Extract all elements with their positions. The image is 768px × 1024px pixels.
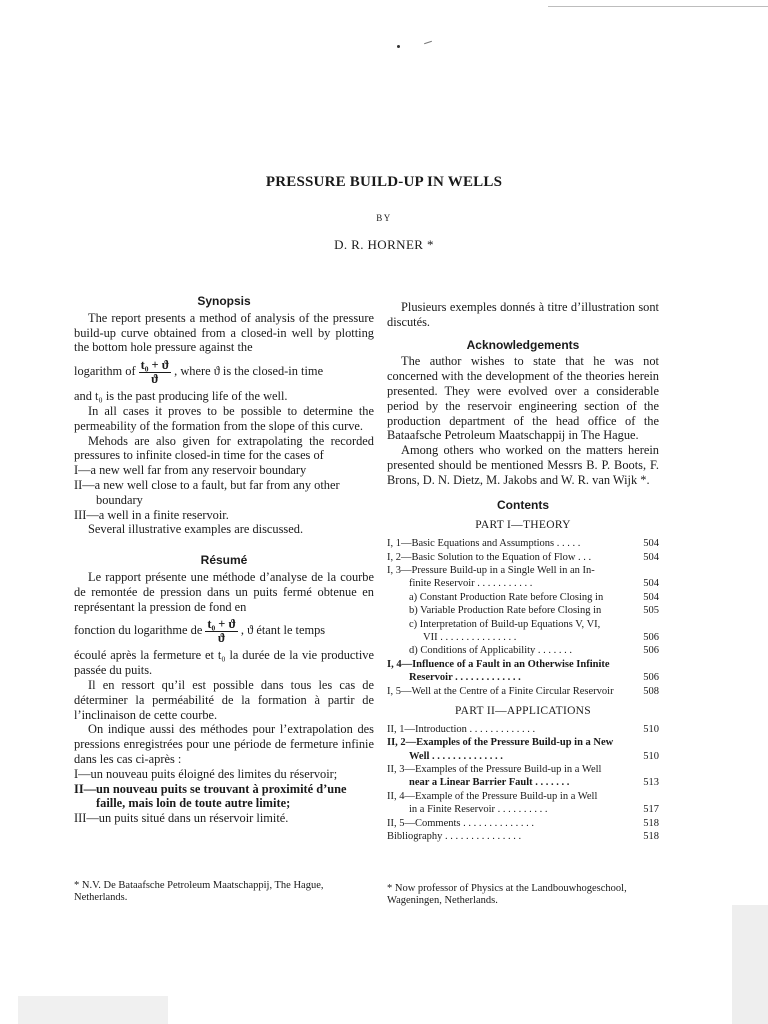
acknowledgements-paragraph-1: The author wishes to state that he was not concerned with the development of the theories herein presented. They were evolved over a considerable period by the reservoir engineering section of the production department of the head office of the Bataafsche Petroleum Maatschappij in The Hague. — [387, 354, 659, 443]
toc-entry — [387, 537, 659, 550]
toc-page: 504 — [643, 578, 659, 590]
synopsis-case-3: III—a well in a finite reservoir. — [74, 507, 229, 522]
toc-page: 504 — [643, 551, 659, 563]
toc-entry — [387, 830, 659, 843]
toc-page: 505 — [643, 605, 659, 617]
toc-page: 506 — [643, 645, 659, 657]
formula-numerator: t₀ + ϑ — [207, 617, 236, 632]
toc-label: d) Conditions of Applicability . . . . . . . — [409, 645, 573, 657]
contents-part-2: PART II—APPLICATIONS — [455, 705, 591, 718]
resume-case-1: I—un nouveau puits éloigné des limites du réservoir; — [74, 766, 338, 781]
toc-page: 506 — [643, 672, 659, 684]
toc-label: II, 1—Introduction . . . . . . . . . . . . . — [387, 723, 536, 735]
resume-paragraph-1: Le rapport présente une méthode d’analyse de la courbe de remontée de pression dans un puits fermé obtenue en représentant la pression de fond en — [74, 569, 374, 614]
toc-entry — [387, 658, 659, 671]
toc-label: near a Linear Barrier Fault . . . . . . . — [409, 777, 570, 789]
toc-label: Reservoir . . . . . . . . . . . . . — [409, 672, 521, 684]
toc-label: b) Variable Production Rate before Closing in — [409, 605, 602, 617]
contents-part-1: PART I—THEORY — [475, 519, 571, 532]
toc-label: I, 3—Pressure Build-up in a Single Well in an In- — [387, 564, 595, 576]
toc-entry — [387, 551, 659, 564]
synopsis-paragraph-3: Mehods are also given for extrapolating the recorded pressures to infinite closed-in time for the cases of — [74, 433, 374, 463]
toc-label: I, 1—Basic Equations and Assumptions . . . . . — [387, 538, 581, 550]
toc-entry — [387, 750, 659, 763]
toc-page: 513 — [643, 777, 659, 789]
formula-denominator: ϑ — [217, 631, 226, 646]
synopsis-paragraph-4: Several illustrative examples are discussed. — [88, 522, 304, 537]
toc-entry — [387, 618, 659, 631]
synopsis-formula — [139, 358, 172, 386]
toc-entry — [387, 577, 659, 590]
synopsis-case-2: II—a new well close to a fault, but far from any other boundary — [74, 477, 340, 507]
toc-label: in a Finite Reservoir . . . . . . . . . . — [409, 804, 548, 816]
resume-formula — [205, 617, 238, 645]
resume-paragraph-2: Il en ressort qu’il est possible dans tous les cas de déterminer la perméabilité de la formation à partir de l’inclinaison de cette courbe. — [74, 677, 374, 722]
scan-shadow-bottom — [18, 996, 168, 1024]
acknowledgements-heading: Acknowledgements — [466, 337, 580, 352]
toc-label: II, 3—Examples of the Pressure Build-up in a Well — [387, 764, 602, 776]
page-title: PRESSURE BUILD-UP IN WELLS — [265, 174, 503, 190]
toc-label: VII . . . . . . . . . . . . . . . — [423, 632, 517, 643]
toc-entry — [387, 671, 659, 684]
toc-label: I, 2—Basic Solution to the Equation of Flow . . . — [387, 551, 592, 563]
toc-label: I, 4—Influence of a Fault in an Otherwise Infinite — [387, 658, 610, 670]
toc-entry — [387, 763, 659, 776]
toc-page: 518 — [643, 817, 659, 829]
scan-speck — [397, 45, 400, 48]
toc-label: Well . . . . . . . . . . . . . . — [409, 750, 503, 762]
toc-entry — [387, 564, 659, 577]
toc-entry — [387, 817, 659, 830]
synopsis-formula-line — [74, 358, 374, 386]
toc-page: 506 — [643, 632, 659, 643]
toc-entry — [387, 644, 659, 657]
synopsis-case-1: I—a new well far from any reservoir boundary — [74, 463, 307, 478]
toc-label: a) Constant Production Rate before Closing in — [409, 591, 604, 603]
toc-entry — [387, 723, 659, 736]
contents-heading: Contents — [497, 497, 549, 512]
toc-page: 510 — [643, 750, 659, 762]
formula-denominator: ϑ — [151, 372, 159, 387]
synopsis-paragraph-1-end: and t₀ is the past producing life of the well. — [74, 389, 288, 404]
acknowledgements-paragraph-2: Among others who worked on the matters herein presented should be mentioned Messrs B. P. Boots, F. Brons, D. N. Dietz, M. Jakobs and W. R. van Wijk *. — [387, 443, 659, 487]
synopsis-paragraph-1: The report presents a method of analysis of the pressure build-up curve obtained from a closed-in well by plotting the bottom hole pressure against the — [74, 310, 374, 355]
toc-entry — [387, 631, 659, 644]
resume-case-2: II—un nouveau puits se trouvant à proximité d’une faille, mais loin de toute autre limite; — [74, 781, 347, 811]
toc-page: 517 — [643, 804, 659, 816]
toc-page: 510 — [643, 723, 659, 735]
resume-formula-pre: fonction du logarithme de — [74, 623, 203, 638]
resume-paragraph-3: On indique aussi des méthodes pour l’extrapolation des pressions enregistrées pour une période de fermeture infinie dans les cas ci-après : — [74, 722, 374, 766]
byline-label: BY — [376, 213, 392, 223]
resume-formula-post: , ϑ étant le temps — [240, 623, 326, 638]
resume-case-3: III—un puits situé dans un réservoir limité. — [74, 811, 289, 826]
toc-page: 504 — [643, 538, 659, 550]
toc-page: 508 — [643, 685, 659, 697]
toc-page: 504 — [643, 591, 659, 603]
toc-entry — [387, 803, 659, 816]
toc-label: Bibliography . . . . . . . . . . . . . . . — [387, 831, 522, 843]
resume-paragraph-1-end: écoulé après la fermeture et t₀ la durée de la vie productive passée du puits. — [74, 648, 374, 678]
synopsis-formula-pre: logarithm of — [74, 364, 136, 379]
formula-numerator: t₀ + ϑ — [140, 358, 170, 373]
footnote-left: * N.V. De Bataafsche Petroleum Maatschappij, The Hague, Netherlands. — [74, 880, 324, 903]
resume-heading: Résumé — [200, 553, 248, 568]
synopsis-formula-post: , where ϑ is the closed-in time — [174, 364, 324, 379]
toc-entry — [387, 776, 659, 789]
toc-entry — [387, 685, 659, 698]
author-name: D. R. HORNER * — [334, 237, 434, 252]
toc-label: I, 5—Well at the Centre of a Finite Circular Reservoir — [387, 685, 614, 697]
scan-mark — [424, 41, 432, 44]
toc-label: c) Interpretation of Build-up Equations V, VI, — [409, 618, 601, 630]
synopsis-paragraph-2: In all cases it proves to be possible to determine the permeability of the formation from the slope of this curve. — [74, 403, 374, 433]
toc-label: II, 2—Examples of the Pressure Build-up in a New — [387, 737, 614, 749]
resume-formula-line — [74, 617, 374, 645]
toc-entry — [387, 736, 659, 749]
top-edge-line — [548, 6, 768, 7]
synopsis-heading: Synopsis — [197, 294, 251, 308]
toc-entry — [387, 591, 659, 604]
toc-entry — [387, 790, 659, 803]
scan-shadow-right — [732, 905, 768, 1024]
toc-label: finite Reservoir . . . . . . . . . . . — [409, 578, 533, 590]
toc-page: 518 — [643, 831, 659, 843]
left-column — [74, 294, 374, 826]
toc-entry — [387, 604, 659, 617]
resume-paragraph-4: Plusieurs exemples donnés à titre d’illustration sont discutés. — [387, 300, 659, 329]
footnote-right: * Now professor of Physics at the Landbouwhogeschool, Wageningen, Netherlands. — [387, 883, 627, 906]
toc-label: II, 5—Comments . . . . . . . . . . . . . . — [387, 817, 534, 829]
right-column — [387, 300, 659, 843]
toc-label: II, 4—Example of the Pressure Build-up in a Well — [387, 790, 598, 802]
